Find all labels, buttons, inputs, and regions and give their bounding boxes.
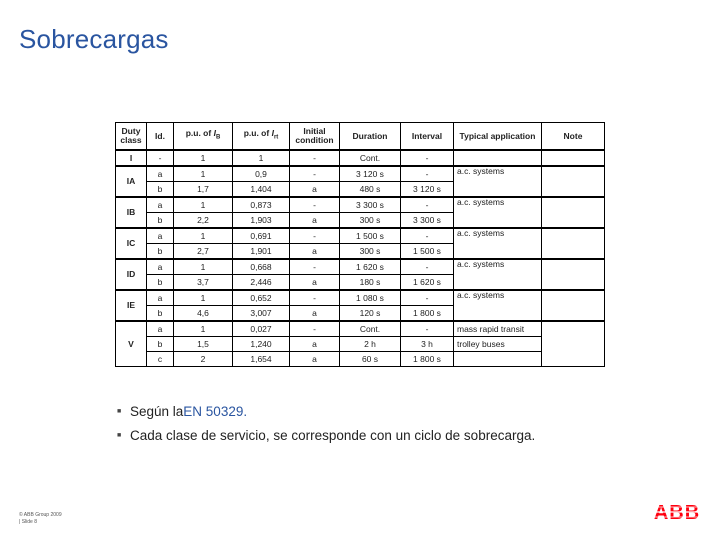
table-cell: a bbox=[147, 321, 174, 337]
table-row bbox=[116, 166, 605, 182]
table-cell: 1 bbox=[174, 259, 233, 275]
table-row bbox=[116, 352, 605, 367]
table-cell: 1,404 bbox=[233, 182, 290, 198]
duty-class-cell: V bbox=[116, 321, 147, 367]
duty-class-table bbox=[115, 122, 605, 367]
table-cell: - bbox=[290, 228, 340, 244]
note-cell bbox=[542, 228, 605, 259]
table-cell: 120 s bbox=[340, 306, 401, 322]
application-cell bbox=[454, 352, 542, 367]
table-cell: - bbox=[290, 321, 340, 337]
table-cell: 3 300 s bbox=[340, 197, 401, 213]
table-cell: 0,027 bbox=[233, 321, 290, 337]
table-cell: a bbox=[147, 166, 174, 182]
bullet-icon: ■ bbox=[117, 431, 122, 439]
duty-class-cell: IE bbox=[116, 290, 147, 321]
table-cell: 1 bbox=[174, 228, 233, 244]
column-header: p.u. of $I_{rt}$ bbox=[233, 123, 290, 151]
bullet-list bbox=[117, 399, 535, 447]
table-cell: 1,654 bbox=[233, 352, 290, 367]
application-cell: trolley buses bbox=[454, 337, 542, 352]
table-cell: 1 bbox=[174, 150, 233, 166]
table-cell: - bbox=[290, 197, 340, 213]
table-cell: 3 300 s bbox=[401, 213, 454, 229]
table-row bbox=[116, 228, 605, 244]
table-cell: - bbox=[290, 290, 340, 306]
table-cell: - bbox=[401, 166, 454, 182]
table-cell: 1 800 s bbox=[401, 306, 454, 322]
table-cell: a bbox=[147, 228, 174, 244]
slide-number: | Slide 8 bbox=[19, 519, 37, 525]
application-cell bbox=[454, 150, 542, 166]
table-cell: - bbox=[401, 290, 454, 306]
application-cell: a.c. systems bbox=[454, 259, 542, 290]
bullet-icon: ■ bbox=[117, 407, 122, 415]
table-cell: a bbox=[147, 197, 174, 213]
table-cell: 2 h bbox=[340, 337, 401, 352]
table-cell: - bbox=[290, 150, 340, 166]
table-cell: 1,903 bbox=[233, 213, 290, 229]
table-cell: 1 bbox=[233, 150, 290, 166]
column-header: Id. bbox=[147, 123, 174, 151]
table-cell: a bbox=[290, 275, 340, 291]
note-cell bbox=[542, 321, 605, 367]
table-cell: b bbox=[147, 337, 174, 352]
table-row bbox=[116, 197, 605, 213]
footer bbox=[19, 512, 62, 526]
column-header: p.u. of $I_B$ bbox=[174, 123, 233, 151]
bullet-text: Según la bbox=[130, 403, 184, 419]
table-row bbox=[116, 321, 605, 337]
table-cell: b bbox=[147, 213, 174, 229]
duty-class-cell: IA bbox=[116, 166, 147, 197]
bullet-item bbox=[117, 399, 535, 423]
table-cell: 0,9 bbox=[233, 166, 290, 182]
application-cell: a.c. systems bbox=[454, 197, 542, 228]
bullet-item bbox=[117, 423, 535, 447]
table-cell: - bbox=[401, 228, 454, 244]
table-cell: a bbox=[147, 259, 174, 275]
note-cell bbox=[542, 166, 605, 197]
duty-class-cell: IB bbox=[116, 197, 147, 228]
note-cell bbox=[542, 197, 605, 228]
table-cell: 3,7 bbox=[174, 275, 233, 291]
table-cell: Cont. bbox=[340, 150, 401, 166]
abb-logo bbox=[651, 502, 703, 522]
column-header: Initial condition bbox=[290, 123, 340, 151]
table-cell: 3 120 s bbox=[340, 166, 401, 182]
column-header: Note bbox=[542, 123, 605, 151]
table-cell: 1 bbox=[174, 197, 233, 213]
table-row bbox=[116, 259, 605, 275]
table-cell: 300 s bbox=[340, 244, 401, 260]
standard-reference: EN 50329. bbox=[183, 403, 248, 419]
table-cell: 0,691 bbox=[233, 228, 290, 244]
table-cell: b bbox=[147, 244, 174, 260]
table-cell: 2 bbox=[174, 352, 233, 367]
table-header-row bbox=[116, 123, 605, 151]
table-cell: 3,007 bbox=[233, 306, 290, 322]
table-cell: 1,901 bbox=[233, 244, 290, 260]
table-cell: - bbox=[401, 321, 454, 337]
table-cell: 3 120 s bbox=[401, 182, 454, 198]
table-cell: 1,7 bbox=[174, 182, 233, 198]
table-cell: - bbox=[401, 259, 454, 275]
note-cell bbox=[542, 259, 605, 290]
table-cell: b bbox=[147, 275, 174, 291]
table-cell: 1 bbox=[174, 321, 233, 337]
table-cell: 3 h bbox=[401, 337, 454, 352]
table-cell: 1 500 s bbox=[340, 228, 401, 244]
table-cell: - bbox=[147, 150, 174, 166]
table-cell: 1 800 s bbox=[401, 352, 454, 367]
table-cell: 0,873 bbox=[233, 197, 290, 213]
table-cell: c bbox=[147, 352, 174, 367]
table-cell: a bbox=[147, 290, 174, 306]
table-cell: 2,7 bbox=[174, 244, 233, 260]
application-cell: mass rapid transit bbox=[454, 321, 542, 337]
bullet-text: Cada clase de servicio, se corresponde con un ciclo de sobrecarga. bbox=[130, 427, 536, 443]
note-cell bbox=[542, 290, 605, 321]
table-cell: - bbox=[290, 166, 340, 182]
table-cell: b bbox=[147, 306, 174, 322]
table-cell: 480 s bbox=[340, 182, 401, 198]
table-cell: a bbox=[290, 352, 340, 367]
application-cell: a.c. systems bbox=[454, 228, 542, 259]
table-cell: 300 s bbox=[340, 213, 401, 229]
application-cell: a.c. systems bbox=[454, 166, 542, 197]
table-cell: 1 500 s bbox=[401, 244, 454, 260]
table-cell: Cont. bbox=[340, 321, 401, 337]
table-cell: a bbox=[290, 337, 340, 352]
table-cell: 4,6 bbox=[174, 306, 233, 322]
column-header: Duty class bbox=[116, 123, 147, 151]
column-header: Duration bbox=[340, 123, 401, 151]
table-cell: 0,652 bbox=[233, 290, 290, 306]
table-cell: 1 620 s bbox=[401, 275, 454, 291]
duty-class-cell: I bbox=[116, 150, 147, 166]
copyright: © ABB Group 2009 bbox=[19, 512, 62, 518]
table-cell: - bbox=[401, 150, 454, 166]
table-cell: b bbox=[147, 182, 174, 198]
duty-class-cell: IC bbox=[116, 228, 147, 259]
table-cell: 1 bbox=[174, 166, 233, 182]
table-row bbox=[116, 150, 605, 166]
table-cell: a bbox=[290, 244, 340, 260]
table-cell: a bbox=[290, 182, 340, 198]
table-row bbox=[116, 337, 605, 352]
table-cell: 1 bbox=[174, 290, 233, 306]
table-cell: - bbox=[290, 259, 340, 275]
svg-text:ABB: ABB bbox=[653, 502, 701, 522]
table-cell: 2,446 bbox=[233, 275, 290, 291]
table-cell: 0,668 bbox=[233, 259, 290, 275]
table-cell: 60 s bbox=[340, 352, 401, 367]
table-row bbox=[116, 290, 605, 306]
table-cell: 1 620 s bbox=[340, 259, 401, 275]
note-cell bbox=[542, 150, 605, 166]
page-title: Sobrecargas bbox=[19, 24, 169, 54]
table-cell: a bbox=[290, 213, 340, 229]
duty-class-cell: ID bbox=[116, 259, 147, 290]
application-cell: a.c. systems bbox=[454, 290, 542, 321]
table-cell: 1 080 s bbox=[340, 290, 401, 306]
table-cell: 180 s bbox=[340, 275, 401, 291]
table-cell: a bbox=[290, 306, 340, 322]
table-cell: 2,2 bbox=[174, 213, 233, 229]
column-header: Typical application bbox=[454, 123, 542, 151]
column-header: Interval bbox=[401, 123, 454, 151]
table-cell: 1,240 bbox=[233, 337, 290, 352]
table-cell: 1,5 bbox=[174, 337, 233, 352]
table-cell: - bbox=[401, 197, 454, 213]
